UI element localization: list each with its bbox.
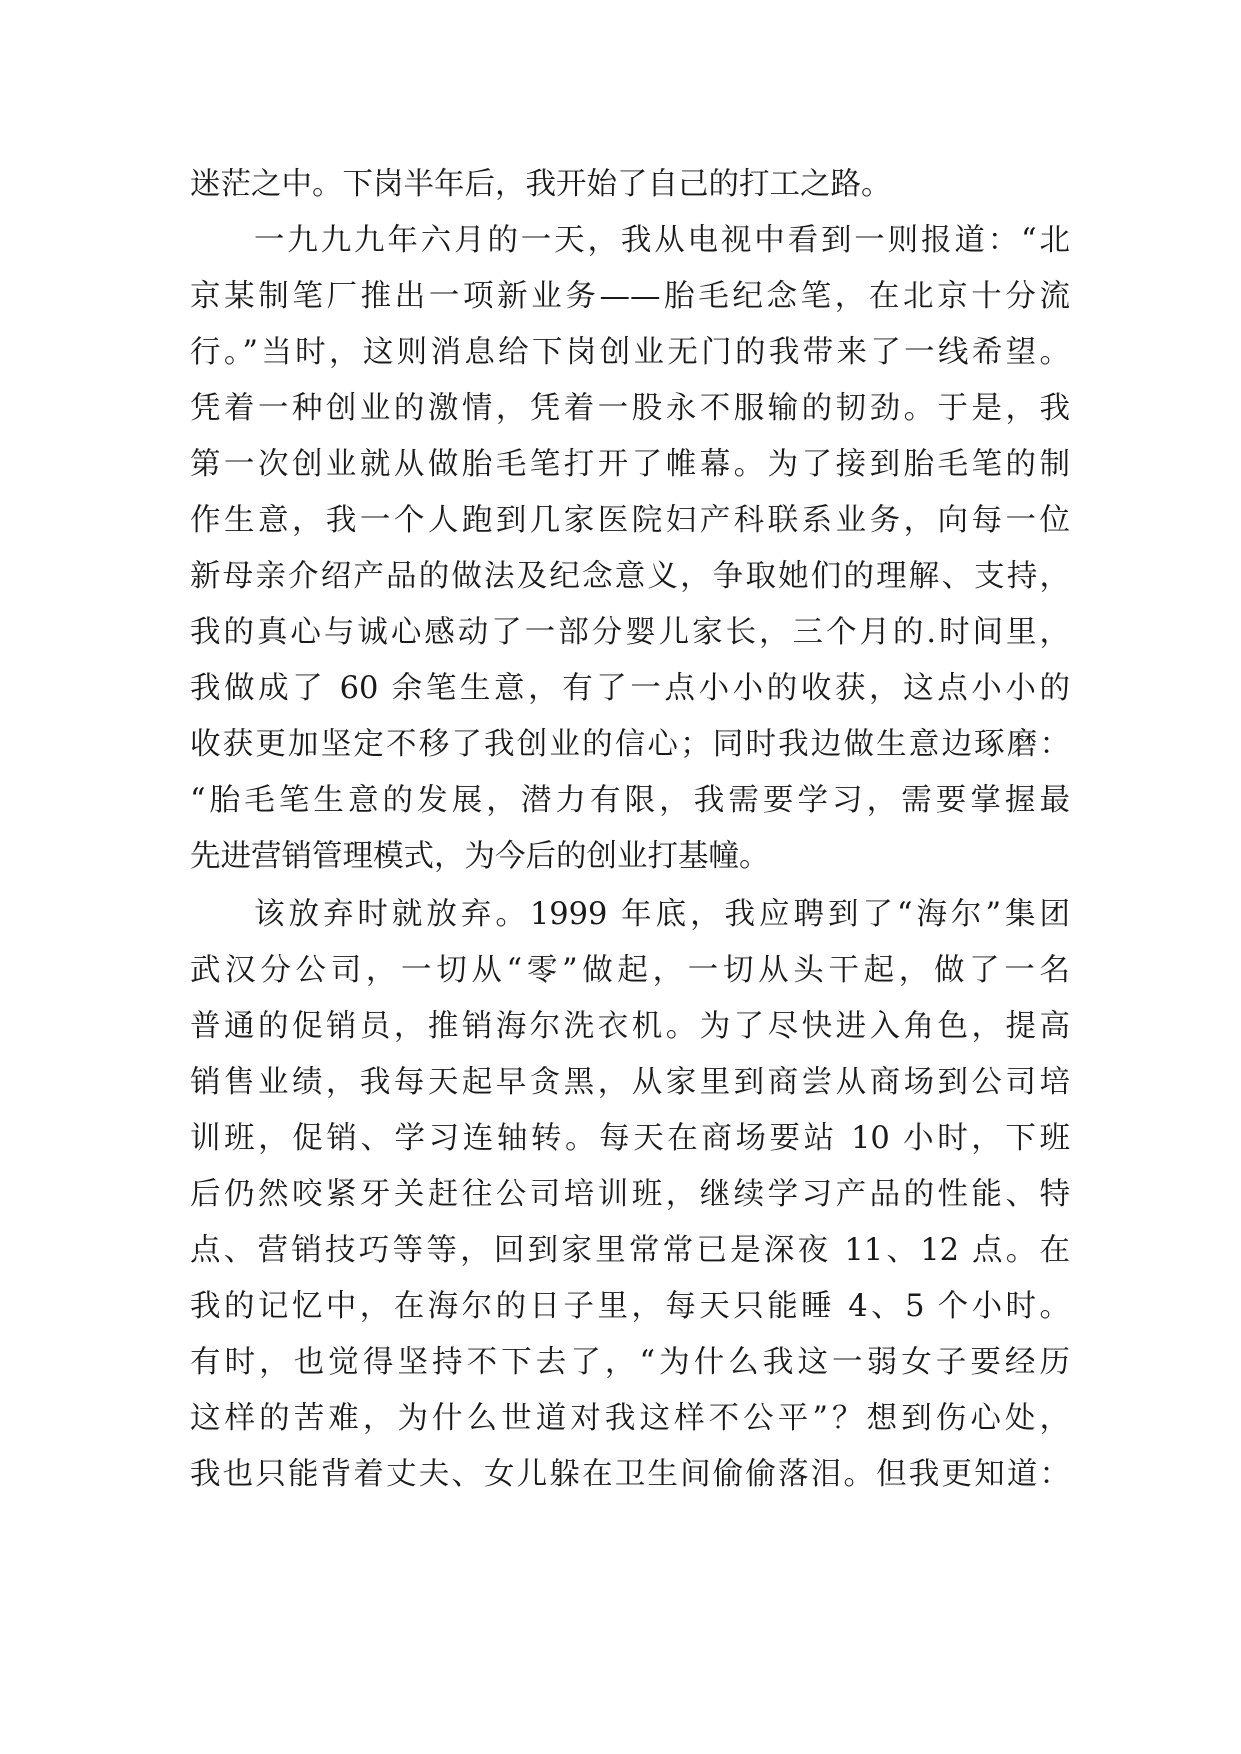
text-line: 点、营销技巧等等，回到家里常常已是深夜 11、12 点。在 bbox=[190, 1233, 1070, 1268]
text-line: 新母亲介绍产品的做法及纪念意义，争取她们的理解、支持， bbox=[190, 559, 1070, 594]
text-line: 京某制笔厂推出一项新业务——胎毛纪念笔，在北京十分流 bbox=[190, 279, 1070, 314]
text-line: 我的真心与诚心感动了一部分婴儿家长，三个月的.时间里， bbox=[190, 615, 1070, 650]
text-line: 后仍然咬紧牙关赶往公司培训班，继续学习产品的性能、特 bbox=[190, 1177, 1070, 1212]
text-line: 凭着一种创业的激情，凭着一股永不服输的韧劲。于是，我 bbox=[190, 391, 1070, 426]
text-line: 行。”当时，这则消息给下岗创业无门的我带来了一线希望。 bbox=[190, 335, 1070, 370]
paragraph-start-line: 一九九九年六月的一天，我从电视中看到一则报道：“北 bbox=[254, 223, 1070, 258]
text-line: 第一次创业就从做胎毛笔打开了帷幕。为了接到胎毛笔的制 bbox=[190, 447, 1070, 482]
text-line: “胎毛笔生意的发展，潜力有限，我需要学习，需要掌握最 bbox=[190, 783, 1070, 818]
text-line: 我也只能背着丈夫、女儿躲在卫生间偷偷落泪。但我更知道： bbox=[190, 1457, 1070, 1492]
text-line: 作生意，我一个人跑到几家医院妇产科联系业务，向每一位 bbox=[190, 503, 1070, 538]
text-line: 这样的苦难，为什么世道对我这样不公平”？想到伤心处， bbox=[190, 1401, 1070, 1436]
text-line: 训班，促销、学习连轴转。每天在商场要站 10 小时，下班 bbox=[190, 1121, 1070, 1156]
text-line: 有时，也觉得坚持不下去了，“为什么我这一弱女子要经历 bbox=[190, 1345, 1070, 1380]
text-line: 我做成了 60 余笔生意，有了一点小小的收获，这点小小的 bbox=[190, 671, 1070, 706]
text-line: 迷茫之中。下岗半年后，我开始了自己的打工之路。 bbox=[190, 167, 892, 202]
text-line: 收获更加坚定不移了我创业的信心；同时我边做生意边琢磨： bbox=[190, 727, 1070, 762]
text-line: 先进营销管理模式，为今后的创业打基幢。 bbox=[190, 839, 770, 874]
text-line: 我的记忆中，在海尔的日子里，每天只能睡 4、5 个小时。 bbox=[190, 1289, 1070, 1324]
paragraph-start-line: 该放弃时就放弃。1999 年底，我应聘到了“海尔”集团 bbox=[254, 897, 1070, 932]
text-line: 普通的促销员，推销海尔洗衣机。为了尽快进入角色，提高 bbox=[190, 1009, 1070, 1044]
text-line: 武汉分公司，一切从“零”做起，一切从头干起，做了一名 bbox=[190, 953, 1070, 988]
text-line: 销售业绩，我每天起早贪黑，从家里到商尝从商场到公司培 bbox=[190, 1065, 1070, 1100]
